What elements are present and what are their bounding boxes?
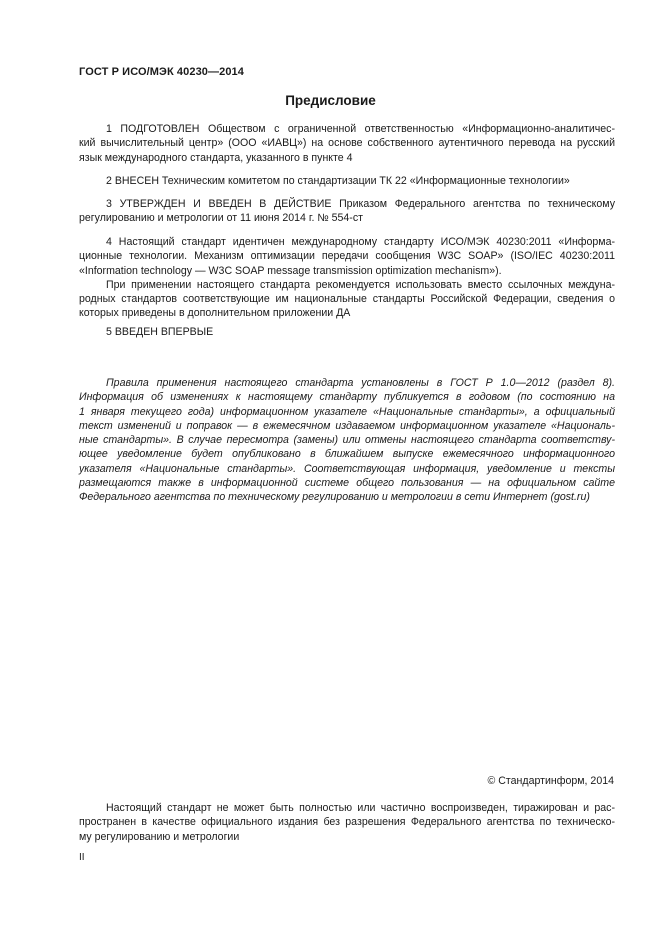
- reproduction-notice: [79, 801, 615, 844]
- text-line: кий вычислительный центр» (ООО «ИАВЦ») на основе собственного аутентичного перевода на русский: [79, 137, 615, 150]
- text-line: ные стандарты». В случае пересмотра (замены) или отмены настоящего стандарта соответству-: [79, 434, 615, 447]
- text-line: Правила применения настоящего стандарта установлены в ГОСТ Р 1.0—2012 (раздел 8).: [106, 377, 615, 389]
- foreword-item-3: [79, 197, 615, 226]
- text-line: ционные технологии. Механизм оптимизации передачи сообщения W3C SOAP» (ISO/IEC 40230:2011: [79, 250, 615, 263]
- foreword-item-5: [79, 325, 615, 339]
- application-rules-notice: [79, 376, 615, 505]
- foreword-item-4: [79, 235, 615, 321]
- text-line: указателя «Национальные стандарты». Соответствующая информация, уведомление и тексты: [79, 462, 615, 475]
- text-line: размещаются также в информационной системе общего пользования — на официальном сайте: [79, 477, 615, 490]
- text-line: «Information technology — W3C SOAP message transmission optimization mechanism»).: [79, 264, 502, 277]
- page-number: II: [79, 852, 85, 863]
- text-line: 5 ВВЕДЕН ВПЕРВЫЕ: [106, 326, 214, 338]
- text-line: 4 Настоящий стандарт идентичен международному стандарту ИСО/МЭК 40230:2011 «Информа-: [106, 236, 615, 248]
- text-line: Федерального агентства по техническому регулированию и метрологии в сети Интернет (gost.ru): [79, 491, 590, 504]
- text-line: 1 января текущего года) информационном указателе «Национальные стандарты», а официальный: [79, 405, 615, 418]
- text-line: При применении настоящего стандарта рекомендуется использовать вместо ссылочных междуна-: [106, 278, 615, 291]
- text-line: 3 УТВЕРЖДЕН И ВВЕДЕН В ДЕЙСТВИЕ Приказом Федерального агентства по техническому: [106, 198, 615, 210]
- copyright-notice: © Стандартинформ, 2014: [487, 775, 614, 787]
- standard-code-header: ГОСТ Р ИСО/МЭК 40230—2014: [79, 66, 244, 78]
- foreword-item-2: [79, 174, 615, 188]
- text-line: му регулированию и метрологии: [79, 830, 240, 843]
- text-line: пространен в качестве официального издания без разрешения Федерального агентства по техническо-: [79, 816, 615, 829]
- text-line: родных стандартов соответствующие им национальные стандарты Российской Федерации, сведения о: [79, 293, 615, 306]
- text-line: которых приведены в дополнительном приложении ДА: [79, 307, 351, 320]
- text-line: текст изменений и поправок — в ежемесячном издаваемом информационном указателе «Националь-: [79, 419, 615, 432]
- text-line: Информация об изменениях к настоящему стандарту публикуется в годовом (по состоянию на: [79, 391, 615, 404]
- foreword-item-1: [79, 122, 615, 165]
- text-line: 2 ВНЕСЕН Техническим комитетом по стандартизации ТК 22 «Информационные технологии»: [106, 175, 570, 187]
- text-line: Настоящий стандарт не может быть полностью или частично воспроизведен, тиражирован и рас-: [106, 802, 615, 814]
- text-line: 1 ПОДГОТОВЛЕН Обществом с ограниченной ответственностью «Информационно-аналитичес-: [106, 123, 615, 135]
- text-line: регулированию и метрологии от 11 июня 2014 г. № 554-ст: [79, 212, 363, 225]
- text-line: ющее уведомление будет опубликовано в ближайшем выпуске ежемесячного информационного: [79, 448, 615, 461]
- page-title: Предисловие: [285, 93, 376, 108]
- text-line: язык международного стандарта, указанного в пункте 4: [79, 151, 353, 164]
